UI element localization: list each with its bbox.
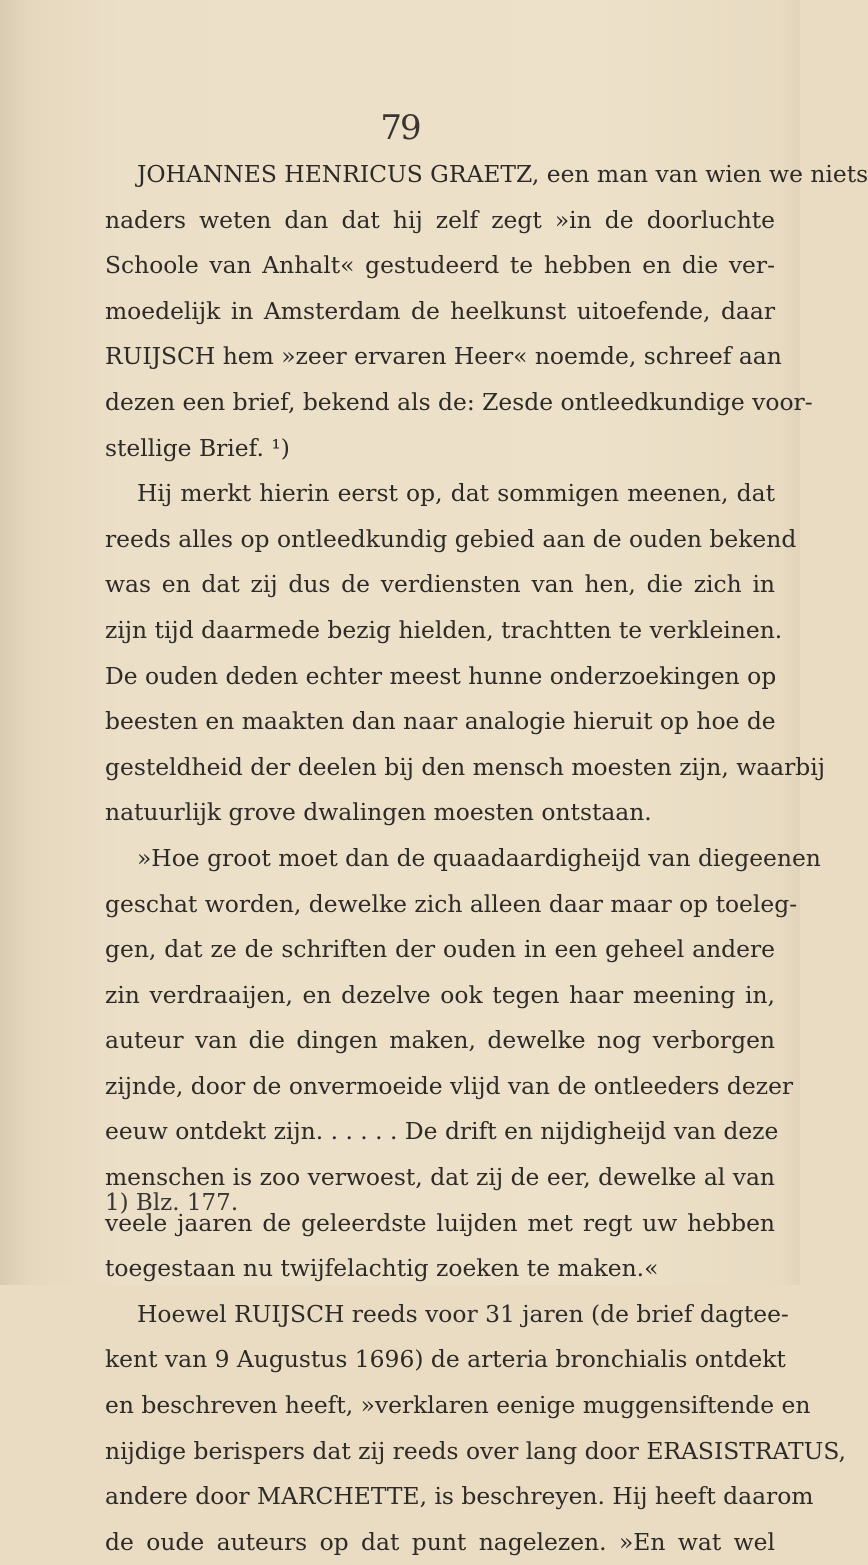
text-line: zijn tijd daarmede bezig hielden, trachtten te verkleinen. [105, 615, 783, 644]
text-line: beesten en maakten dan naar analogie hieruit op hoe de [105, 707, 776, 736]
text-line: de oude auteurs op dat punt nagelezen. »En wat wel [105, 1527, 775, 1556]
text-line: nijdige berispers dat zij reeds over lang door ERASISTRATUS, [105, 1436, 846, 1465]
text-line: was en dat zij dus de verdiensten van hen, die zich in [105, 570, 775, 599]
text-line: menschen is zoo verwoest, dat zij de eer, dewelke al van [105, 1163, 775, 1192]
text-line: moedelijk in Amsterdam de heelkunst uitoefende, daar [105, 296, 775, 325]
text-line: Hoewel RUIJSCH reeds voor 31 jaren (de brief dagtee- [137, 1299, 789, 1328]
text-line: andere door MARCHETTE, is beschreyen. Hij heeft daarom [105, 1482, 814, 1511]
text-line: zin verdraaijen, en dezelve ook tegen haar meening in, [105, 980, 775, 1009]
footnote: 1) Blz. 177. [105, 1190, 239, 1216]
text-line: auteur van die dingen maken, dewelke nog verborgen [105, 1026, 775, 1055]
text-line: en beschreven heeft, »verklaren eenige muggensiftende en [105, 1391, 811, 1420]
text-line: naders weten dan dat hij zelf zegt »in de doorluchte [105, 205, 775, 234]
text-line: RUIJSCH hem »zeer ervaren Heer« noemde, schreef aan [105, 342, 782, 371]
text-line: kent van 9 Augustus 1696) de arteria bronchialis ontdekt [105, 1345, 786, 1374]
text-line: reeds alles op ontleedkundig gebied aan de ouden bekend [105, 524, 797, 553]
text-line: »Hoe groot moet dan de quaadaardigheijd van diegeenen [137, 843, 821, 872]
text-line: Hij merkt hierin eerst op, dat sommigen meenen, dat [137, 479, 775, 508]
page-number: 79 [380, 108, 420, 148]
text-line: eeuw ontdekt zijn. . . . . . De drift en nijdigheijd van deze [105, 1117, 779, 1146]
text-line: dezen een brief, bekend als de: Zesde ontleedkundige voor- [105, 387, 813, 416]
text-line: zijnde, door de onvermoeide vlijd van de ontleeders dezer [105, 1071, 794, 1100]
body-text [105, 152, 868, 1565]
text-line: JOHANNES HENRICUS GRAETZ, een man van wien we niets [137, 160, 868, 188]
text-line: geschat worden, dewelke zich alleen daar maar op toeleg- [105, 889, 798, 918]
text-line: gen, dat ze de schriften der ouden in een geheel andere [105, 935, 775, 964]
text-line: veele jaaren de geleerdste luijden met regt uw hebben [105, 1208, 775, 1237]
text-line: De ouden deden echter meest hunne onderzoekingen op [105, 661, 777, 690]
text-line: stellige Brief. ¹) [105, 433, 290, 462]
text-line: Schoole van Anhalt« gestudeerd te hebben en die ver- [105, 251, 775, 280]
text-line: natuurlijk grove dwalingen moesten ontstaan. [105, 798, 652, 827]
text-line: gesteldheid der deelen bij den mensch moesten zijn, waarbij [105, 752, 826, 781]
text-line: toegestaan nu twijfelachtig zoeken te maken.« [105, 1254, 659, 1283]
